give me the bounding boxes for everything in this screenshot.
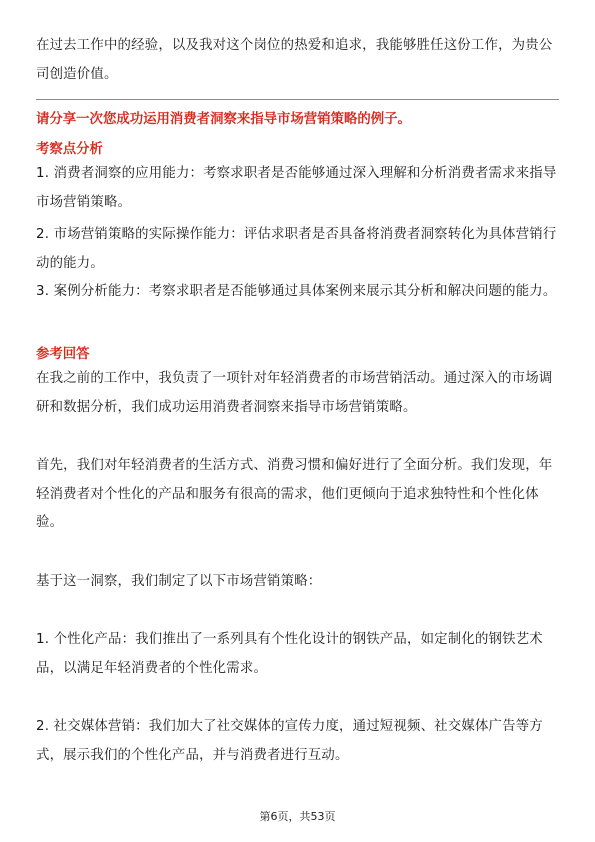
- answer-paragraph: 在我之前的工作中，我负责了一项针对年轻消费者的市场营销活动。通过深入的市场调研和数据分析，我们成功运用消费者洞察来指导市场营销策略。: [36, 371, 553, 415]
- analysis-point: 1. 消费者洞察的应用能力：考察求职者是否能够通过深入理解和分析消费者需求来指导市场营销策略。: [36, 166, 557, 210]
- answer-heading: 参考回答: [36, 347, 90, 362]
- answer-paragraph: 2. 社交媒体营销：我们加大了社交媒体的宣传力度，通过短视频、社交媒体广告等方式，展示我们的个性化产品，并与消费者进行互动。: [36, 719, 543, 763]
- page-number: 第6页，共53页: [259, 810, 336, 823]
- answer-paragraph: 首先，我们对年轻消费者的生活方式、消费习惯和偏好进行了全面分析。我们发现，年轻消费者对个性化的产品和服务有很高的需求，他们更倾向于追求独特性和个性化体验。: [36, 458, 553, 530]
- question-title: 请分享一次您成功运用消费者洞察来指导市场营销策略的例子。: [36, 112, 411, 127]
- answer-paragraph: 基于这一洞察，我们制定了以下市场营销策略：: [36, 574, 322, 589]
- analysis-heading: 考察点分析: [36, 142, 103, 157]
- intro-paragraph: 在过去工作中的经验，以及我对这个岗位的热爱和追求，我能够胜任这份工作，为贵公司创造价值。: [36, 38, 553, 82]
- analysis-point: 3. 案例分析能力：考察求职者是否能够通过具体案例来展示其分析和解决问题的能力。: [36, 284, 557, 299]
- analysis-point: 2. 市场营销策略的实际操作能力：评估求职者是否具备将消费者洞察转化为具体营销行动的能力。: [36, 227, 557, 271]
- section-divider: [36, 99, 559, 100]
- answer-paragraph: 1. 个性化产品：我们推出了一系列具有个性化设计的钢铁产品，如定制化的钢铁艺术品，以满足年轻消费者的个性化需求。: [36, 632, 543, 676]
